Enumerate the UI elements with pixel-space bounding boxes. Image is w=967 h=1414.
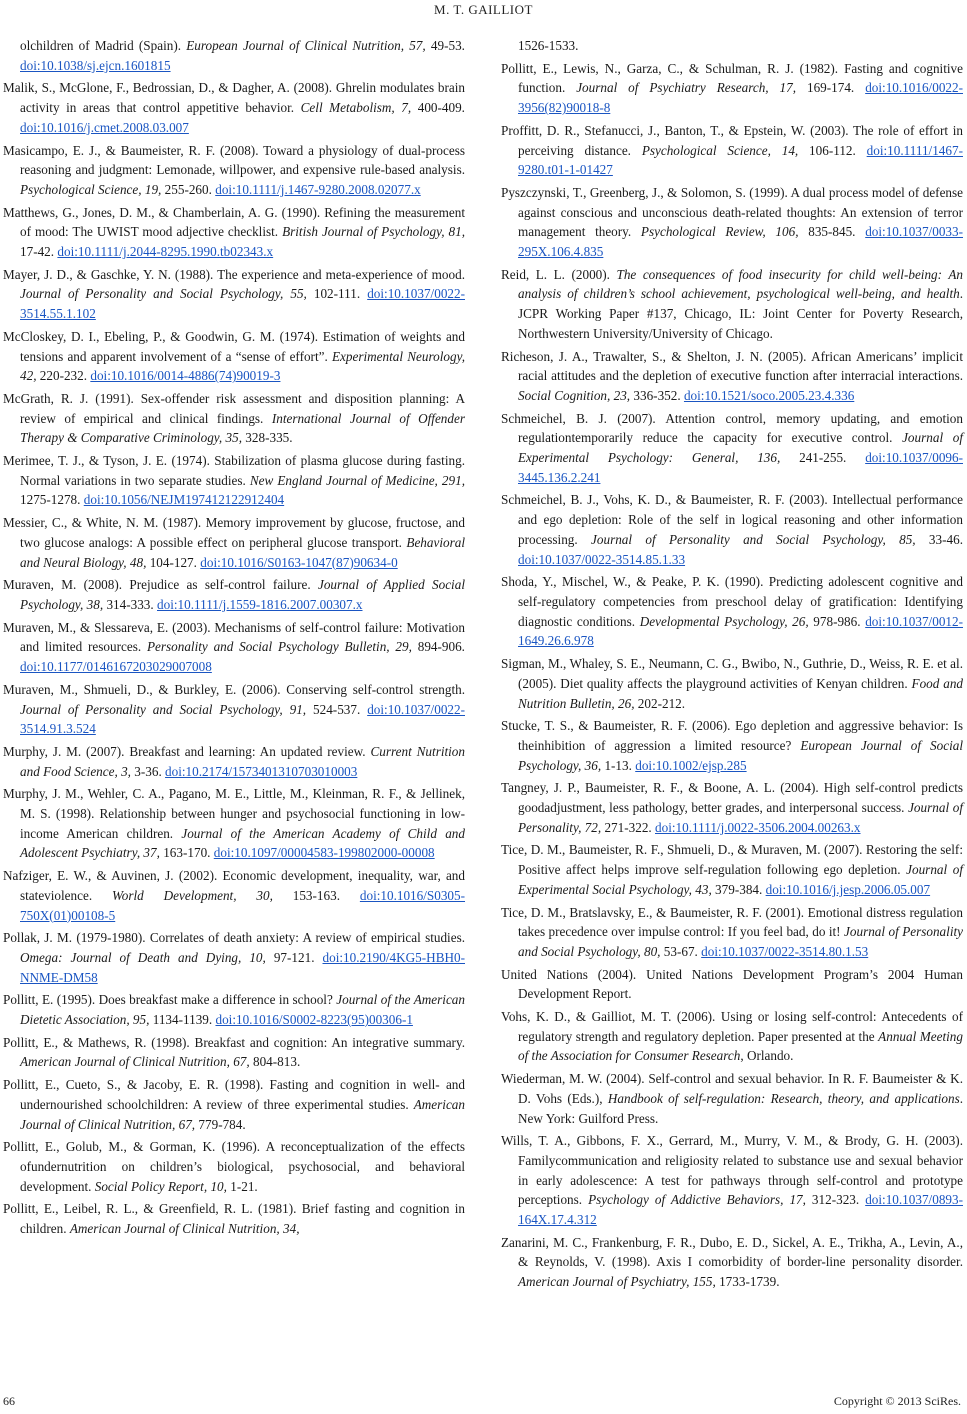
reference-entry	[501, 36, 963, 56]
reference-entry	[3, 203, 465, 262]
reference-source: British Journal of Psychology, 81,	[282, 224, 465, 240]
reference-entry	[501, 654, 963, 713]
reference-text: Murphy, J. M., Wehler, C. A., Pagano, M. E., Little, M., Kleinman, R. F., & Jellinek, M. S. (1998). Relationship between hunger and psychosocial functioning in low-income American children.	[3, 786, 465, 841]
page-number: 66	[3, 1394, 15, 1408]
doi-link[interactable]: doi:10.1111/j.1559-1816.2007.00307.x	[157, 596, 363, 612]
doi-link[interactable]: doi:10.1016/S0305-750X(01)00108-5	[20, 887, 466, 923]
reference-source: Journal of Personality and Social Psychology, 91,	[20, 701, 307, 717]
reference-source: Journal of Personality, 72,	[518, 800, 963, 835]
reference-text: Messier, C., & White, N. M. (1987). Memory improvement by glucose, fructose, and two glucose analogs: A possible effect on peripheral glucose transport.	[3, 515, 465, 550]
doi-link[interactable]: doi:10.2190/4KG5-HBH0-NNME-DM58	[20, 949, 465, 985]
reference-text: Pollitt, E., & Mathews, R. (1998). Breakfast and cognition: An integrative summary.	[3, 1034, 465, 1050]
doi-link[interactable]: doi:10.1037/0012-1649.26.6.978	[518, 613, 963, 649]
reference-entry	[3, 78, 465, 137]
reference-text: Pollitt, E. (1995). Does breakfast make a difference in school?	[3, 992, 337, 1008]
reference-text: Murphy, J. M. (2007). Breakfast and learning: An updated review.	[3, 743, 371, 759]
reference-pages: 312-323.	[805, 1192, 866, 1208]
reference-pages: 328-335.	[242, 430, 293, 446]
references-left-column	[3, 36, 465, 1242]
doi-link[interactable]: doi:10.1037/0893-164X.17.4.312	[518, 1192, 963, 1228]
reference-source: Social Policy Report, 10,	[94, 1178, 227, 1194]
reference-text: Pollak, J. M. (1979-1980). Correlates of death anxiety: A review of empirical studies.	[3, 930, 465, 946]
doi-link[interactable]: doi:10.1037/0096-3445.136.2.241	[518, 450, 963, 485]
reference-text: Malik, S., McGlone, F., Bedrossian, D., & Dagher, A. (2008). Ghrelin modulates brain activity in areas that control appetitive behavior.	[3, 80, 465, 116]
reference-text: Pyszczynski, T., Greenberg, J., & Solomon, S. (1999). A dual process model of defense against conscious and unconscious death-related thoughts: An extension of terror management theory.	[501, 184, 963, 240]
reference-text: Schmeichel, B. J., Vohs, K. D., & Baumeister, R. F. (2003). Intellectual performance and ego depletion: Role of the self in logical reasoning and other information processing.	[501, 492, 963, 547]
reference-source: The consequences of food insecurity for child well-being: An analysis of children’s school achievement, psychological well-being, and health	[518, 266, 963, 302]
reference-source: World Development, 30,	[112, 887, 273, 903]
reference-pages: 835-845.	[798, 224, 866, 240]
reference-entry	[3, 327, 465, 386]
reference-source: American Journal of Psychiatry, 155,	[518, 1274, 716, 1290]
doi-link[interactable]: doi:10.1521/soco.2005.23.4.336	[683, 387, 855, 403]
doi-link[interactable]: doi:10.1016/j.jesp.2006.05.007	[765, 881, 931, 897]
reference-text: Wiederman, M. W. (2004). Self-control and sexual behavior. In R. F. Baumeister & K. D. Vohs (Eds.),	[501, 1071, 963, 1106]
reference-source: Journal of the American Dietetic Association, 95,	[20, 992, 465, 1028]
doi-link[interactable]: doi:10.1002/ejsp.285	[635, 757, 747, 773]
reference-pages: 894-906.	[411, 639, 465, 655]
doi-link[interactable]: doi:10.1016/S0163-1047(87)90634-0	[200, 554, 398, 570]
reference-text: Merimee, T. J., & Tyson, J. E. (1974). Stabilization of plasma glucose during fasting. Normal variations in two separate studies.	[3, 453, 465, 488]
reference-text: Pollitt, E., Lewis, N., Garza, C., & Schulman, R. J. (1982). Fasting and cognitive function.	[501, 60, 963, 96]
reference-pages: 102-111.	[306, 286, 368, 302]
references-right-column	[501, 36, 963, 1295]
doi-link[interactable]: doi:10.1016/j.cmet.2008.03.007	[20, 119, 189, 135]
reference-text: United Nations (2004). United Nations Development Program’s 2004 Human Development Report.	[501, 966, 963, 1002]
reference-entry	[3, 1033, 465, 1072]
reference-text: Tangney, J. P., Baumeister, R. F., & Boone, A. L. (2004). High self-control predicts goodadjustment, less pathology, better grades, and interpersonal success.	[501, 780, 963, 816]
reference-text: McGrath, R. J. (1991). Sex-offender risk assessment and disposition planning: A review of empirical and clinical findings.	[3, 390, 465, 426]
reference-pages: 169-174.	[796, 80, 866, 96]
reference-entry	[501, 903, 963, 962]
doi-link[interactable]: doi:10.1038/sj.ejcn.1601815	[20, 57, 171, 73]
reference-entry	[3, 575, 465, 614]
reference-entry	[3, 389, 465, 448]
reference-pages: 255-260.	[161, 181, 216, 197]
reference-pages: 271-322.	[601, 819, 656, 835]
doi-link[interactable]: doi:10.1111/1467-9280.t01-1-01427	[518, 142, 963, 178]
reference-source: Current Nutrition and Food Science, 3,	[20, 743, 465, 779]
reference-entry	[501, 965, 963, 1004]
reference-text: Schmeichel, B. J. (2007). Attention control, memory updating, and emotion regulationtemporarily reduce the capacity for executive control.	[501, 410, 963, 446]
reference-pages: 97-121.	[265, 949, 323, 965]
reference-pages: 336-352.	[630, 387, 684, 403]
reference-entry	[3, 742, 465, 781]
reference-text: Wills, T. A., Gibbons, F. X., Gerrard, M., Murry, V. M., & Brody, G. H. (2003). Familycommunication and religiosity related to substance use and sexual behavior in early adolescence: A test for pathways through self-control and prototype perceptions.	[501, 1133, 963, 1208]
reference-entry	[3, 1137, 465, 1196]
reference-source: Social Cognition, 23,	[518, 387, 631, 403]
reference-text: Mayer, J. D., & Gaschke, Y. N. (1988). The experience and meta-experience of mood.	[3, 266, 465, 282]
copyright-notice: Copyright © 2013 SciRes.	[833, 1394, 961, 1408]
reference-text: Muraven, M., Shmueli, D., & Burkley, E. (2006). Conserving self-control strength.	[3, 681, 465, 697]
reference-entry	[501, 1233, 963, 1292]
reference-pages: 1275-1278.	[20, 492, 84, 508]
reference-entry	[501, 121, 963, 180]
reference-entry	[501, 572, 963, 651]
reference-source: Experimental Neurology, 42,	[20, 348, 465, 384]
reference-entry	[501, 183, 963, 262]
doi-link[interactable]: doi:10.1111/j.2044-8295.1990.tb02343.x	[57, 244, 274, 260]
reference-text: Tice, D. M., Bratslavsky, E., & Baumeister, R. F. (2001). Emotional distress regulation takes precedence over impulse control: If you feel bad, do it!	[501, 904, 963, 940]
reference-source: Cell Metabolism, 7,	[300, 100, 412, 116]
doi-link[interactable]: doi:10.1037/0022-3514.55.1.102	[20, 286, 465, 322]
reference-pages: 153-163.	[272, 887, 360, 903]
doi-link[interactable]: doi:10.1016/0014-4886(74)90019-3	[90, 368, 281, 384]
reference-entry	[501, 409, 963, 488]
reference-pages: 779-784.	[195, 1116, 246, 1132]
reference-pages: 978-986.	[808, 613, 866, 629]
reference-entry	[501, 490, 963, 569]
reference-pages: 17-42.	[20, 244, 58, 260]
reference-text: Matthews, G., Jones, D. M., & Chamberlain, A. G. (1990). Refining the measurement of mood: The UWIST mood adjective checklist.	[3, 204, 465, 240]
reference-pages: 1134-1139.	[149, 1012, 216, 1028]
reference-pages: . New York: Guilford Press.	[518, 1090, 963, 1126]
reference-pages: , Orlando.	[740, 1048, 794, 1064]
reference-source: Journal of Experimental Psychology: General, 136,	[518, 430, 963, 466]
reference-entry	[3, 680, 465, 739]
reference-pages: 379-384.	[711, 881, 766, 897]
reference-text: Stucke, T. S., & Baumeister, R. F. (2006). Ego depletion and aggressive behavior: Is theinhibition of aggression a limited resource?	[501, 718, 963, 753]
running-header	[0, 2, 967, 18]
reference-source: Psychological Science, 14,	[641, 142, 799, 158]
reference-entry	[3, 141, 465, 200]
reference-text: Zanarini, M. C., Frankenburg, F. R., Dubo, E. D., Sickel, A. E., Trikha, A., Levin, A., & Reynolds, V. (1998). Axis I comorbidity of border-line personality disorder.	[501, 1234, 963, 1270]
reference-text: Pollitt, E., Leibel, R. L., & Greenfield, R. L. (1981). Brief fasting and cognition in children.	[3, 1201, 465, 1237]
doi-link[interactable]: doi:10.1016/S0002-8223(95)00306-1	[215, 1012, 413, 1028]
doi-link[interactable]: doi:10.1111/j.0022-3506.2004.00263.x	[655, 819, 861, 835]
reference-entry	[3, 451, 465, 510]
doi-link[interactable]: doi:10.1037/0033-295X.106.4.835	[518, 224, 963, 260]
reference-entry	[3, 513, 465, 572]
reference-entry	[3, 1075, 465, 1134]
reference-source: European Journal of Social Psychology, 36,	[518, 737, 963, 773]
reference-source: Annual Meeting of the Association for Consumer Research	[518, 1028, 963, 1064]
reference-entry	[3, 265, 465, 324]
reference-source: American Journal of Clinical Nutrition, 67,	[20, 1096, 465, 1132]
doi-link[interactable]: doi:10.1016/0022-3956(82)90018-8	[518, 80, 963, 116]
doi-link[interactable]: doi:10.1037/0022-3514.91.3.524	[20, 701, 465, 737]
reference-pages: 400-409.	[411, 100, 465, 116]
reference-pages: 49-53.	[425, 38, 465, 53]
reference-entry	[501, 1069, 963, 1128]
doi-link[interactable]: doi:10.1037/0022-3514.85.1.33	[518, 551, 686, 567]
reference-pages: 220-232.	[36, 368, 91, 384]
reference-pages: 804-813.	[249, 1054, 301, 1070]
reference-entry	[501, 840, 963, 899]
reference-source: New England Journal of Medicine, 291,	[249, 472, 465, 488]
reference-pages: 1733-1739.	[715, 1274, 780, 1290]
reference-source: Personality and Social Psychology Bulletin, 29,	[146, 639, 412, 655]
reference-entry	[3, 990, 465, 1029]
reference-pages: 524-537.	[306, 701, 368, 717]
reference-entry	[501, 1007, 963, 1066]
reference-source: Behavioral and Neural Biology, 48,	[20, 534, 465, 570]
reference-text: Muraven, M., & Slessareva, E. (2003). Mechanisms of self-control failure: Motivation and limited resources.	[3, 619, 465, 655]
reference-source: Journal of the American Academy of Child and Adolescent Psychiatry, 37,	[20, 825, 465, 861]
reference-entry	[501, 347, 963, 406]
reference-text: Proffitt, D. R., Stefanucci, J., Banton, T., & Epstein, W. (2003). The role of effort in perceiving distance.	[501, 122, 963, 158]
reference-source: Handbook of self-regulation: Research, theory, and applications	[607, 1090, 960, 1106]
reference-pages: 314-333.	[103, 596, 157, 612]
doi-link[interactable]: doi:10.1111/j.1467-9280.2008.02077.x	[215, 181, 421, 197]
reference-source: Food and Nutrition Bulletin, 26,	[518, 675, 964, 711]
reference-pages: 163-170.	[159, 845, 214, 861]
reference-source: Journal of Personality and Social Psychology, 80,	[518, 924, 963, 959]
reference-source: Journal of Personality and Social Psychology, 85,	[591, 531, 916, 547]
reference-pages: 104-127.	[146, 554, 201, 570]
reference-text: Reid, L. L. (2000).	[501, 266, 617, 282]
reference-source: Omega: Journal of Death and Dying, 10,	[20, 949, 266, 965]
reference-text: Pollitt, E., Golub, M., & Gorman, K. (1996). A reconceptualization of the effects ofundernutrition on children’s biological, psychosocial, and behavioral development.	[3, 1139, 465, 1194]
reference-pages: 53-67.	[660, 943, 702, 959]
reference-entry	[3, 618, 465, 677]
reference-text: Masicampo, E. J., & Baumeister, R. F. (2008). Toward a physiology of dual-process reasoning and judgment: Lemonade, willpower, and expensive rule-based analysis.	[3, 142, 465, 178]
reference-text: Tice, D. M., Baumeister, R. F., Shmueli, D., & Muraven, M. (2007). Restoring the self: Positive affect helps improve self-regulation following ego depletion.	[501, 842, 963, 878]
reference-text: Vohs, K. D., & Gailliot, M. T. (2006). Using or losing self-control: Antecedents of regulatory strength and regulatory depletion. Paper presented at the	[501, 1009, 963, 1044]
reference-text: Muraven, M. (2008). Prejudice as self-control failure.	[3, 577, 318, 593]
reference-pages: 241-255.	[780, 450, 866, 466]
reference-entry	[3, 1199, 465, 1238]
reference-text: Shoda, Y., Mischel, W., & Peake, P. K. (1990). Predicting adolescent cognitive and self-regulatory competencies from preschool delay of gratification: Identifying diagnostic conditions.	[501, 574, 963, 629]
doi-link[interactable]: doi:10.1037/0022-3514.80.1.53	[701, 943, 869, 959]
reference-pages: 1-21.	[226, 1178, 258, 1194]
reference-source: Journal of Applied Social Psychology, 38,	[20, 577, 465, 612]
reference-text: Richeson, J. A., Trawalter, S., & Shelton, J. N. (2005). African Americans’ implicit racial attitudes and the depletion of executive function after interracial interactions.	[501, 348, 963, 384]
doi-link[interactable]: doi:10.1177/0146167203029007008	[20, 659, 212, 675]
reference-pages: 3-36.	[130, 763, 166, 779]
reference-text: McCloskey, D. I., Ebeling, P., & Goodwin, G. M. (1974). Estimation of weights and tensions and apparent involvement of a “sense of effort”.	[3, 328, 465, 364]
reference-source: Psychological Science, 19,	[20, 181, 162, 197]
reference-entry	[3, 866, 465, 925]
reference-text: Pollitt, E., Cueto, S., & Jacoby, E. R. (1998). Fasting and cognition in well- and undernourished schoolchildren: A review of three experimental studies.	[3, 1077, 465, 1112]
reference-entry	[3, 928, 465, 987]
reference-entry	[3, 36, 465, 75]
reference-entry	[501, 716, 963, 775]
reference-text: Nafziger, E. W., & Auvinen, J. (2002). Economic development, inequality, war, and stateviolence.	[3, 868, 465, 903]
reference-source: International Journal of Offender Therapy & Comparative Criminology, 35,	[20, 410, 465, 446]
reference-pages: 106-112.	[798, 142, 867, 158]
reference-source: Journal of Experimental Social Psychology, 43,	[518, 862, 963, 897]
reference-text: 1526-1533.	[518, 38, 579, 53]
reference-source: Journal of Personality and Social Psychology, 55,	[20, 286, 307, 302]
reference-entry	[501, 778, 963, 837]
reference-source: American Journal of Clinical Nutrition, 67,	[20, 1054, 250, 1070]
reference-pages: 1-13.	[601, 757, 636, 773]
reference-pages: . JCPR Working Paper #137, Chicago, IL: Joint Center for Poverty Research, Northwestern University/University of Chicago.	[518, 286, 963, 341]
reference-source: Developmental Psychology, 26,	[639, 613, 809, 629]
doi-link[interactable]: doi:10.1056/NEJM197412122912404	[83, 492, 285, 508]
reference-source: Journal of Psychiatry Research, 17,	[576, 80, 797, 96]
reference-entry	[501, 59, 963, 118]
reference-entry	[3, 784, 465, 863]
reference-entry	[501, 1131, 963, 1230]
doi-link[interactable]: doi:10.1097/00004583-199802000-00008	[213, 845, 435, 861]
reference-text: olchildren of Madrid (Spain).	[20, 38, 187, 53]
reference-source: American Journal of Clinical Nutrition, 34,	[69, 1221, 300, 1237]
reference-text: Sigman, M., Whaley, S. E., Neumann, C. G., Bwibo, N., Guthrie, D., Weiss, R. E. et al. (2005). Diet quality affects the playground activities of Kenyan children.	[501, 656, 963, 691]
reference-source: European Journal of Clinical Nutrition, 57,	[186, 38, 426, 53]
reference-entry	[501, 265, 963, 344]
reference-source: Psychology of Addictive Behaviors, 17,	[588, 1192, 806, 1208]
reference-pages: 33-46.	[915, 531, 963, 547]
reference-source: Psychological Review, 106,	[640, 224, 799, 240]
doi-link[interactable]: doi:10.2174/1573401310703010003	[165, 763, 358, 779]
reference-pages: 202-212.	[634, 695, 686, 711]
running-title: M. T. GAILLIOT	[434, 2, 533, 17]
